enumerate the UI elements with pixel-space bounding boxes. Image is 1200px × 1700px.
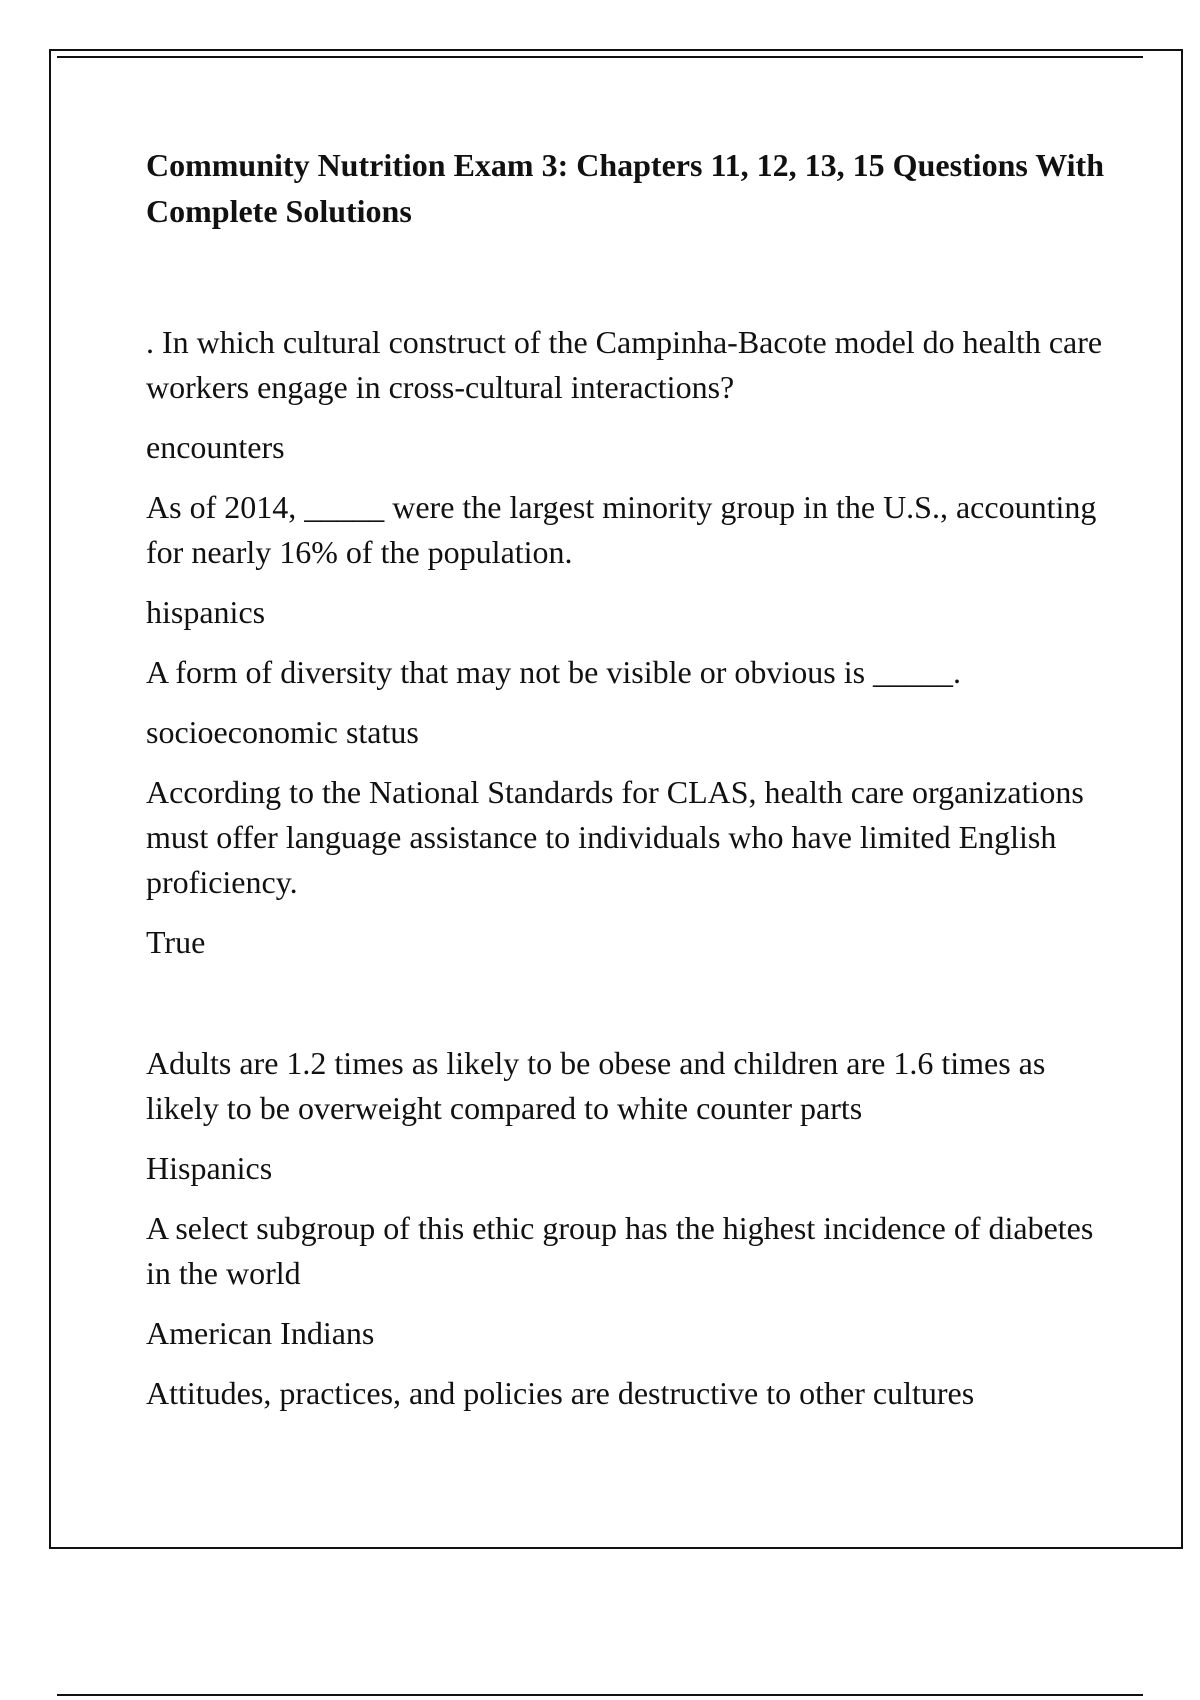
top-rule — [57, 56, 1143, 58]
qa-item-4 — [146, 770, 1106, 965]
answer-text: Hispanics — [146, 1150, 273, 1186]
qa-item-2 — [146, 485, 1106, 635]
answer-text: hispanics — [146, 594, 266, 630]
answer-text: encounters — [146, 429, 285, 465]
qa-item-6 — [146, 1206, 1106, 1356]
qa-item-1 — [146, 320, 1106, 470]
document-title: Community Nutrition Exam 3: Chapters 11, 12, 13, 15 Questions With Complete Solutions — [146, 147, 1104, 229]
qa-item-5 — [146, 1041, 1106, 1191]
answer-text: socioeconomic status — [146, 714, 419, 750]
question-text: As of 2014, _____ were the largest minority group in the U.S., accounting for nearly 16% of the population. — [146, 489, 1097, 570]
question-text: A form of diversity that may not be visible or obvious is _____. — [146, 654, 962, 690]
answer-text: American Indians — [146, 1315, 375, 1351]
qa-item-7 — [146, 1371, 1106, 1416]
document-body — [146, 142, 1106, 1431]
bottom-rule — [57, 1694, 1143, 1696]
answer-text: True — [146, 924, 206, 960]
question-text: A select subgroup of this ethic group has the highest incidence of diabetes in the world — [146, 1210, 1094, 1291]
question-text: . In which cultural construct of the Campinha-Bacote model do health care workers engage in cross-cultural interactions? — [146, 324, 1103, 405]
qa-item-3 — [146, 650, 1106, 755]
question-text: According to the National Standards for CLAS, health care organizations must offer language assistance to individuals who have limited English proficiency. — [146, 774, 1084, 900]
question-text: Attitudes, practices, and policies are destructive to other cultures — [146, 1375, 975, 1411]
question-text: Adults are 1.2 times as likely to be obese and children are 1.6 times as likely to be overweight compared to white counter parts — [146, 1045, 1046, 1126]
